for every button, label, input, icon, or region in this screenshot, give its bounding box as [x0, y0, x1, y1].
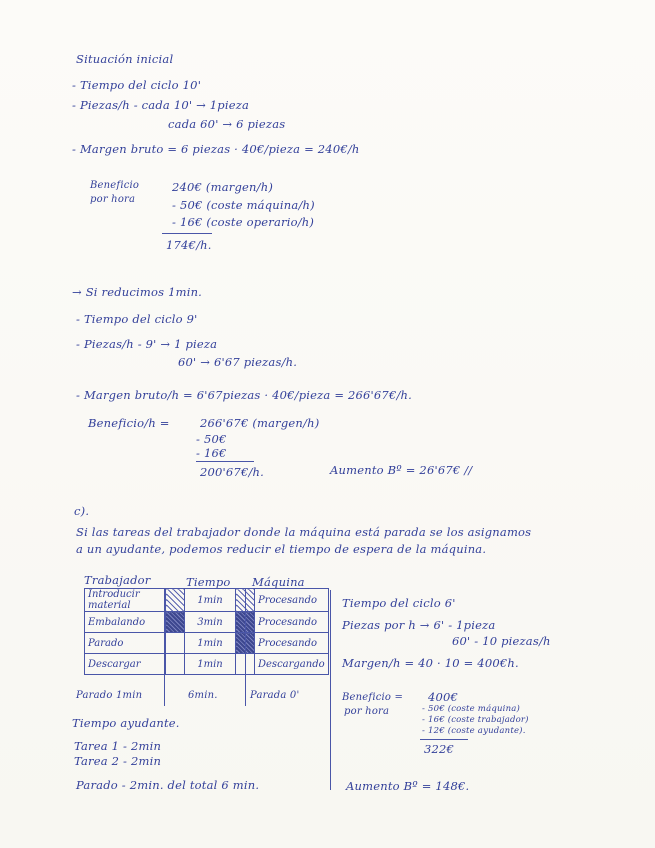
sum-rule-2 [196, 461, 254, 462]
increase-2: Aumento Bº = 26'67€ // [330, 463, 473, 477]
time-cell: 1min [185, 654, 236, 675]
benefit3-line-4: - 12€ (coste ayudante). [422, 726, 526, 736]
benefit-label-1: Beneficio [90, 180, 140, 191]
helper-task-1: Tarea 1 - 2min [74, 739, 162, 753]
table-row [85, 589, 329, 612]
task-table [84, 588, 329, 675]
cycle-time-line-3: Tiempo del ciclo 6' [342, 596, 456, 610]
benefit-line-3: - 16€ (coste operario/h) [172, 215, 315, 229]
benefit-label-2: por hora [90, 194, 136, 205]
helper-time-title: Tiempo ayudante. [72, 716, 180, 730]
benefit3-line-3: - 16€ (coste trabajador) [422, 715, 529, 725]
table-extension-line [245, 588, 246, 706]
benefit2-line-3: - 16€ [196, 446, 227, 460]
pieces-line-a: - Piezas/h - cada 10' → 1pieza [72, 98, 250, 112]
sum-rule-3 [420, 739, 468, 740]
hatch-cell [166, 589, 185, 612]
benefit-label-2-line: Beneficio/h = [88, 416, 170, 430]
helper-task-2: Tarea 2 - 2min [74, 754, 162, 768]
machine-cell: Descargando [255, 654, 329, 675]
footer-machine: Parada 0' [250, 690, 300, 701]
table-extension-line [164, 588, 165, 706]
cycle-time-line: - Tiempo del ciclo 10' [72, 78, 202, 92]
benefit-total-2: 200'67€/h. [200, 465, 264, 479]
time-cell: 1min [185, 589, 236, 612]
footer-time: 6min. [188, 690, 218, 701]
table-row [85, 633, 329, 654]
task-cell: Embalando [85, 612, 166, 633]
section-title-reduce: → Si reducimos 1min. [72, 285, 203, 299]
pieces-line-2a: - Piezas/h - 9' → 1 pieza [76, 337, 218, 351]
header-time: Tiempo [186, 575, 231, 589]
pieces-line-3b: 60' - 10 piezas/h [452, 634, 551, 648]
pieces-line-3a: Piezas por h → 6' - 1pieza [342, 618, 496, 632]
task-cell: Descargar [85, 654, 166, 675]
gross-margin-line: - Margen bruto = 6 piezas · 40€/pieza = 240€/h [72, 142, 360, 156]
footer-task: Parado 1min [76, 690, 143, 701]
benefit-line-1: 240€ (margen/h) [172, 180, 274, 194]
hatch-cell [166, 612, 185, 633]
benefit-label-3a: Beneficio = [342, 692, 404, 703]
paragraph-line-2: a un ayudante, podemos reducir el tiempo de espera de la máquina. [76, 542, 487, 556]
paragraph-line-1: Si las tareas del trabajador donde la máquina está parada se los asignamos [76, 525, 532, 539]
header-worker: Trabajador [84, 573, 151, 587]
time-cell: 1min [185, 633, 236, 654]
benefit2-line-2: - 50€ [196, 432, 227, 446]
pieces-line-2b: 60' → 6'67 piezas/h. [178, 355, 298, 369]
machine-cell: Procesando [255, 633, 329, 654]
table-row [85, 612, 329, 633]
idle-line: Parado - 2min. del total 6 min. [76, 778, 260, 792]
benefit-line-2: - 50€ (coste máquina/h) [172, 198, 315, 212]
header-machine: Máquina [252, 575, 305, 589]
margin-line-3: Margen/h = 40 · 10 = 400€h. [342, 656, 519, 670]
task-cell: Parado [85, 633, 166, 654]
section-title-initial: Situación inicial [76, 52, 174, 66]
machine-cell: Procesando [255, 589, 329, 612]
machine-cell: Procesando [255, 612, 329, 633]
sum-rule-1 [162, 233, 212, 234]
task-cell: Introducir material [85, 589, 166, 612]
column-divider [330, 590, 331, 790]
gross-margin-line-2: - Margen bruto/h = 6'67piezas · 40€/pieza = 266'67€/h. [76, 388, 413, 402]
time-cell: 3min [185, 612, 236, 633]
benefit-total-1: 174€/h. [166, 238, 212, 252]
table-row [85, 654, 329, 675]
blank-cell [166, 633, 185, 654]
blank-cell [166, 654, 185, 675]
increase-3: Aumento Bº = 148€. [346, 779, 470, 793]
benefit-label-3b: por hora [344, 706, 390, 717]
pieces-line-b: cada 60' → 6 piezas [168, 117, 286, 131]
cycle-time-line-2: - Tiempo del ciclo 9' [76, 312, 198, 326]
benefit2-line-1: 266'67€ (margen/h) [200, 416, 320, 430]
benefit3-line-1: 400€ [428, 690, 459, 704]
benefit-total-3: 322€ [424, 742, 455, 756]
benefit3-line-2: - 50€ (coste máquina) [422, 704, 521, 714]
part-letter-c: c). [74, 504, 90, 518]
